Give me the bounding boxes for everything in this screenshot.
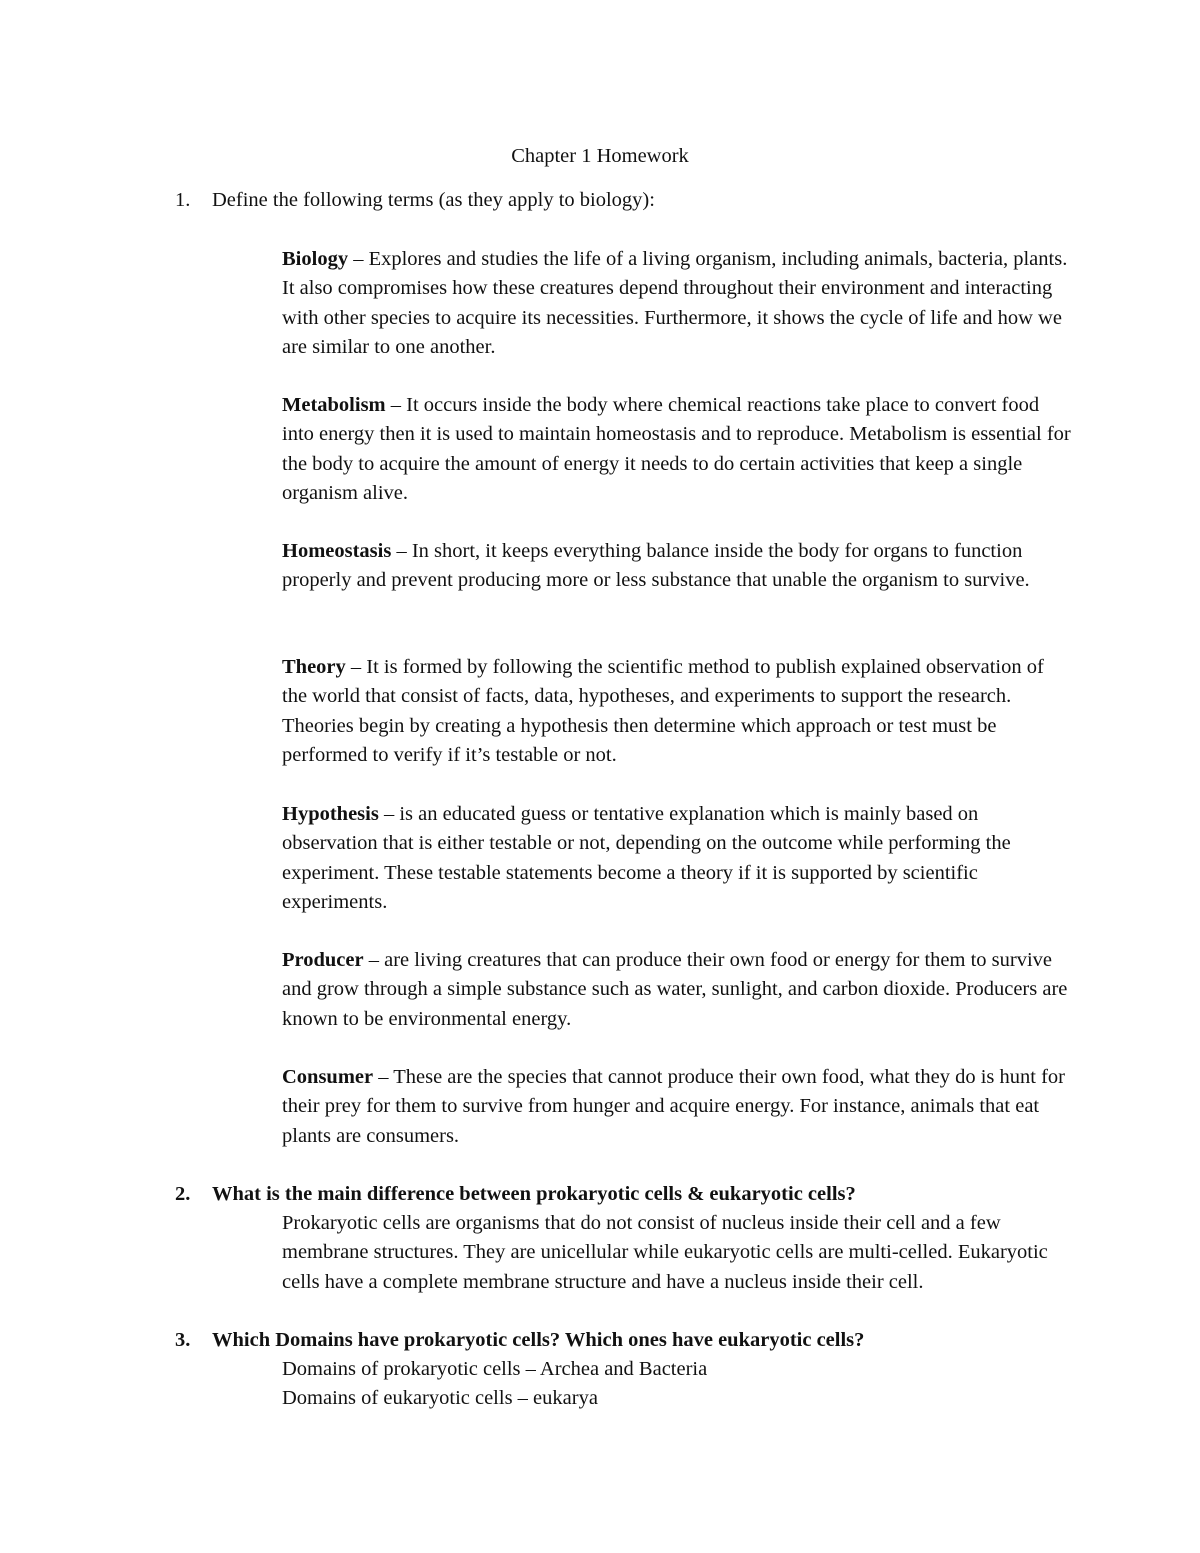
definition-term: Metabolism	[282, 394, 386, 416]
definition-homeostasis	[282, 537, 1072, 596]
definition-term: Homeostasis	[282, 540, 392, 562]
answer-2: Prokaryotic cells are organisms that do not consist of nucleus inside their cell and a few membrane structures. They are unicellular while eukaryotic cells are multi-celled. Eukaryotic cells have a complete membrane structure and have a nucleus inside their cell.	[282, 1212, 1048, 1293]
question-prompt: Which Domains have prokaryotic cells? Which ones have eukaryotic cells?	[212, 1329, 865, 1351]
definition-biology	[282, 245, 1072, 362]
definition-hypothesis	[282, 800, 1072, 917]
definition-text: – In short, it keeps everything balance inside the body for organs to function properly and prevent producing more or less substance that unable the organism to survive.	[282, 540, 1030, 592]
answer-3-eukaryotic: Domains of eukaryotic cells – eukarya	[282, 1387, 598, 1409]
question-prompt: Define the following terms (as they apply to biology):	[212, 189, 655, 211]
definition-text: – It is formed by following the scientific method to publish explained observation of the world that consist of facts, data, hypotheses, and experiments to support the research. Theories begin by creating a hypothesis then determine which approach or test must be performed to verify if it’s testable or not.	[282, 656, 1044, 766]
definition-term: Producer	[282, 949, 364, 971]
definition-metabolism	[282, 391, 1072, 508]
definition-text: – Explores and studies the life of a living organism, including animals, bacteria, plants. It also compromises how these creatures depend throughout their environment and interacting with other species to acquire its necessities. Furthermore, it shows the cycle of life and how we are similar to one another.	[282, 248, 1068, 358]
definition-text: – These are the species that cannot produce their own food, what they do is hunt for their prey for them to survive from hunger and acquire energy. For instance, animals that eat plants are consumers.	[282, 1066, 1065, 1147]
definition-term: Consumer	[282, 1066, 374, 1088]
definition-term: Biology	[282, 248, 349, 270]
definition-producer	[282, 946, 1072, 1034]
answer-3-prokaryotic: Domains of prokaryotic cells – Archea and Bacteria	[282, 1358, 708, 1380]
definition-text: – are living creatures that can produce their own food or energy for them to survive and grow through a simple substance such as water, sunlight, and carbon dioxide. Producers are known to be environmental energy.	[282, 949, 1068, 1030]
definition-term: Theory	[282, 656, 346, 678]
question-prompt: What is the main difference between prokaryotic cells & eukaryotic cells?	[212, 1183, 856, 1205]
definition-text: – It occurs inside the body where chemical reactions take place to convert food into energy then it is used to maintain homeostasis and to reproduce. Metabolism is essential for the body to acquire the amount of energy it needs to do certain activities that keep a single organism alive.	[282, 394, 1071, 504]
definition-theory	[282, 653, 1072, 770]
page-title: Chapter 1 Homework	[511, 145, 689, 167]
question-number: 1.	[175, 189, 191, 211]
definition-text: – is an educated guess or tentative explanation which is mainly based on observation that is either testable or not, depending on the outcome while performing the experiment. These testable statements become a theory if it is supported by scientific experiments.	[282, 803, 1011, 913]
definition-consumer	[282, 1063, 1072, 1151]
question-number: 2.	[175, 1183, 191, 1205]
question-number: 3.	[175, 1329, 191, 1351]
definition-term: Hypothesis	[282, 803, 379, 825]
